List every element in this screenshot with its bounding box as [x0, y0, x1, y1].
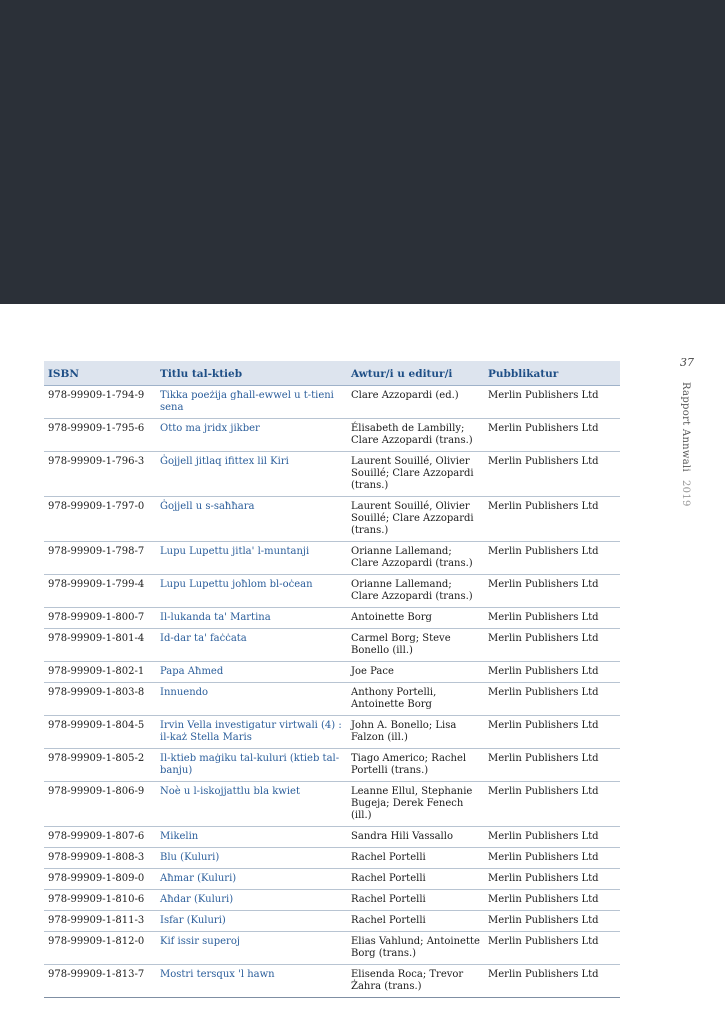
title-cell: Aħmar (Kuluri) [156, 869, 347, 890]
side-margin [672, 356, 702, 507]
header-publisher: Pubblikatur [484, 361, 620, 386]
title-cell: Lupu Lupettu joħlom bl-oċean [156, 575, 347, 608]
isbn-cell: 978-99909-1-794-9 [44, 386, 156, 419]
isbn-cell: 978-99909-1-811-3 [44, 911, 156, 932]
isbn-cell: 978-99909-1-795-6 [44, 419, 156, 452]
title-cell: Aħdar (Kuluri) [156, 890, 347, 911]
author-cell: Laurent Souillé, Olivier Souillé; Clare Azzopardi (trans.) [347, 497, 484, 542]
table-row [44, 890, 620, 911]
author-cell: Tiago Americo; Rachel Portelli (trans.) [347, 749, 484, 782]
title-cell: Mikelin [156, 827, 347, 848]
author-cell: Élisabeth de Lambilly; Clare Azzopardi (trans.) [347, 419, 484, 452]
publisher-cell: Merlin Publishers Ltd [484, 497, 620, 542]
header-title: Titlu tal-ktieb [156, 361, 347, 386]
table-row [44, 542, 620, 575]
header-author: Awtur/i u editur/i [347, 361, 484, 386]
publisher-cell: Merlin Publishers Ltd [484, 608, 620, 629]
page-number: 37 [680, 356, 694, 369]
table-row [44, 965, 620, 998]
title-cell: Ġojjell jitlaq ifittex lil Kiri [156, 452, 347, 497]
table-body [44, 386, 620, 998]
isbn-cell: 978-99909-1-808-3 [44, 848, 156, 869]
publisher-cell: Merlin Publishers Ltd [484, 932, 620, 965]
table-row [44, 629, 620, 662]
title-cell: Innuendo [156, 683, 347, 716]
table-row [44, 848, 620, 869]
publisher-cell: Merlin Publishers Ltd [484, 782, 620, 827]
title-cell: Il-ktieb maġiku tal-kuluri (ktieb tal-banju) [156, 749, 347, 782]
author-cell: Laurent Souillé, Olivier Souillé; Clare Azzopardi (trans.) [347, 452, 484, 497]
title-cell: Papa Aħmed [156, 662, 347, 683]
publisher-cell: Merlin Publishers Ltd [484, 716, 620, 749]
table-row [44, 932, 620, 965]
publisher-cell: Merlin Publishers Ltd [484, 911, 620, 932]
table-row [44, 683, 620, 716]
header-isbn: ISBN [44, 361, 156, 386]
publisher-cell: Merlin Publishers Ltd [484, 848, 620, 869]
author-cell: Rachel Portelli [347, 848, 484, 869]
title-cell: Noè u l-iskojjattlu bla kwiet [156, 782, 347, 827]
running-head [680, 382, 691, 506]
publisher-cell: Merlin Publishers Ltd [484, 629, 620, 662]
isbn-cell: 978-99909-1-813-7 [44, 965, 156, 998]
publisher-cell: Merlin Publishers Ltd [484, 419, 620, 452]
table-row [44, 782, 620, 827]
publisher-cell: Merlin Publishers Ltd [484, 965, 620, 998]
isbn-cell: 978-99909-1-806-9 [44, 782, 156, 827]
table-row [44, 608, 620, 629]
table-row [44, 911, 620, 932]
title-cell: Otto ma jridx jikber [156, 419, 347, 452]
publisher-cell: Merlin Publishers Ltd [484, 683, 620, 716]
table-row [44, 497, 620, 542]
isbn-cell: 978-99909-1-798-7 [44, 542, 156, 575]
table-row [44, 452, 620, 497]
author-cell: Antoinette Borg [347, 608, 484, 629]
title-cell: Il-lukanda ta' Martina [156, 608, 347, 629]
title-cell: Tikka poeżija għall-ewwel u t-tieni sena [156, 386, 347, 419]
author-cell: Orianne Lallemand; Clare Azzopardi (trans.) [347, 575, 484, 608]
isbn-cell: 978-99909-1-797-0 [44, 497, 156, 542]
author-cell: Clare Azzopardi (ed.) [347, 386, 484, 419]
isbn-cell: 978-99909-1-807-6 [44, 827, 156, 848]
table-row [44, 749, 620, 782]
isbn-cell: 978-99909-1-810-6 [44, 890, 156, 911]
author-cell: Sandra Hili Vassallo [347, 827, 484, 848]
author-cell: Rachel Portelli [347, 869, 484, 890]
isbn-cell: 978-99909-1-801-4 [44, 629, 156, 662]
isbn-cell: 978-99909-1-802-1 [44, 662, 156, 683]
publisher-cell: Merlin Publishers Ltd [484, 662, 620, 683]
isbn-cell: 978-99909-1-812-0 [44, 932, 156, 965]
publisher-cell: Merlin Publishers Ltd [484, 542, 620, 575]
title-cell: Irvin Vella investigatur virtwali (4) : il-każ Stella Maris [156, 716, 347, 749]
table-row [44, 575, 620, 608]
books-table [44, 361, 620, 998]
title-cell: Kif issir superoj [156, 932, 347, 965]
table-row [44, 716, 620, 749]
author-cell: Anthony Portelli, Antoinette Borg [347, 683, 484, 716]
table-row [44, 419, 620, 452]
title-cell: Lupu Lupettu jitla' l-muntanji [156, 542, 347, 575]
author-cell: Carmel Borg; Steve Bonello (ill.) [347, 629, 484, 662]
running-head-year: 2019 [680, 479, 691, 507]
author-cell: Elisenda Roca; Trevor Żahra (trans.) [347, 965, 484, 998]
table-row [44, 869, 620, 890]
table-header-row [44, 361, 620, 386]
isbn-cell: 978-99909-1-799-4 [44, 575, 156, 608]
title-cell: Mostri tersqux 'l hawn [156, 965, 347, 998]
header-band [0, 0, 725, 304]
author-cell: Rachel Portelli [347, 890, 484, 911]
table-row [44, 386, 620, 419]
title-cell: Ġojjell u s-saħħara [156, 497, 347, 542]
publisher-cell: Merlin Publishers Ltd [484, 386, 620, 419]
author-cell: Joe Pace [347, 662, 484, 683]
isbn-cell: 978-99909-1-796-3 [44, 452, 156, 497]
author-cell: Rachel Portelli [347, 911, 484, 932]
isbn-cell: 978-99909-1-809-0 [44, 869, 156, 890]
title-cell: Id-dar ta' faċċata [156, 629, 347, 662]
isbn-cell: 978-99909-1-804-5 [44, 716, 156, 749]
author-cell: Leanne Ellul, Stephanie Bugeja; Derek Fenech (ill.) [347, 782, 484, 827]
table-row [44, 827, 620, 848]
isbn-cell: 978-99909-1-803-8 [44, 683, 156, 716]
publisher-cell: Merlin Publishers Ltd [484, 869, 620, 890]
author-cell: Orianne Lallemand; Clare Azzopardi (trans.) [347, 542, 484, 575]
isbn-cell: 978-99909-1-800-7 [44, 608, 156, 629]
publisher-cell: Merlin Publishers Ltd [484, 890, 620, 911]
author-cell: John A. Bonello; Lisa Falzon (ill.) [347, 716, 484, 749]
publisher-cell: Merlin Publishers Ltd [484, 827, 620, 848]
isbn-cell: 978-99909-1-805-2 [44, 749, 156, 782]
title-cell: Blu (Kuluri) [156, 848, 347, 869]
publisher-cell: Merlin Publishers Ltd [484, 452, 620, 497]
table-row [44, 662, 620, 683]
running-head-title: Rapport Annwali [680, 382, 691, 473]
publisher-cell: Merlin Publishers Ltd [484, 575, 620, 608]
publisher-cell: Merlin Publishers Ltd [484, 749, 620, 782]
author-cell: Elias Vahlund; Antoinette Borg (trans.) [347, 932, 484, 965]
title-cell: Isfar (Kuluri) [156, 911, 347, 932]
